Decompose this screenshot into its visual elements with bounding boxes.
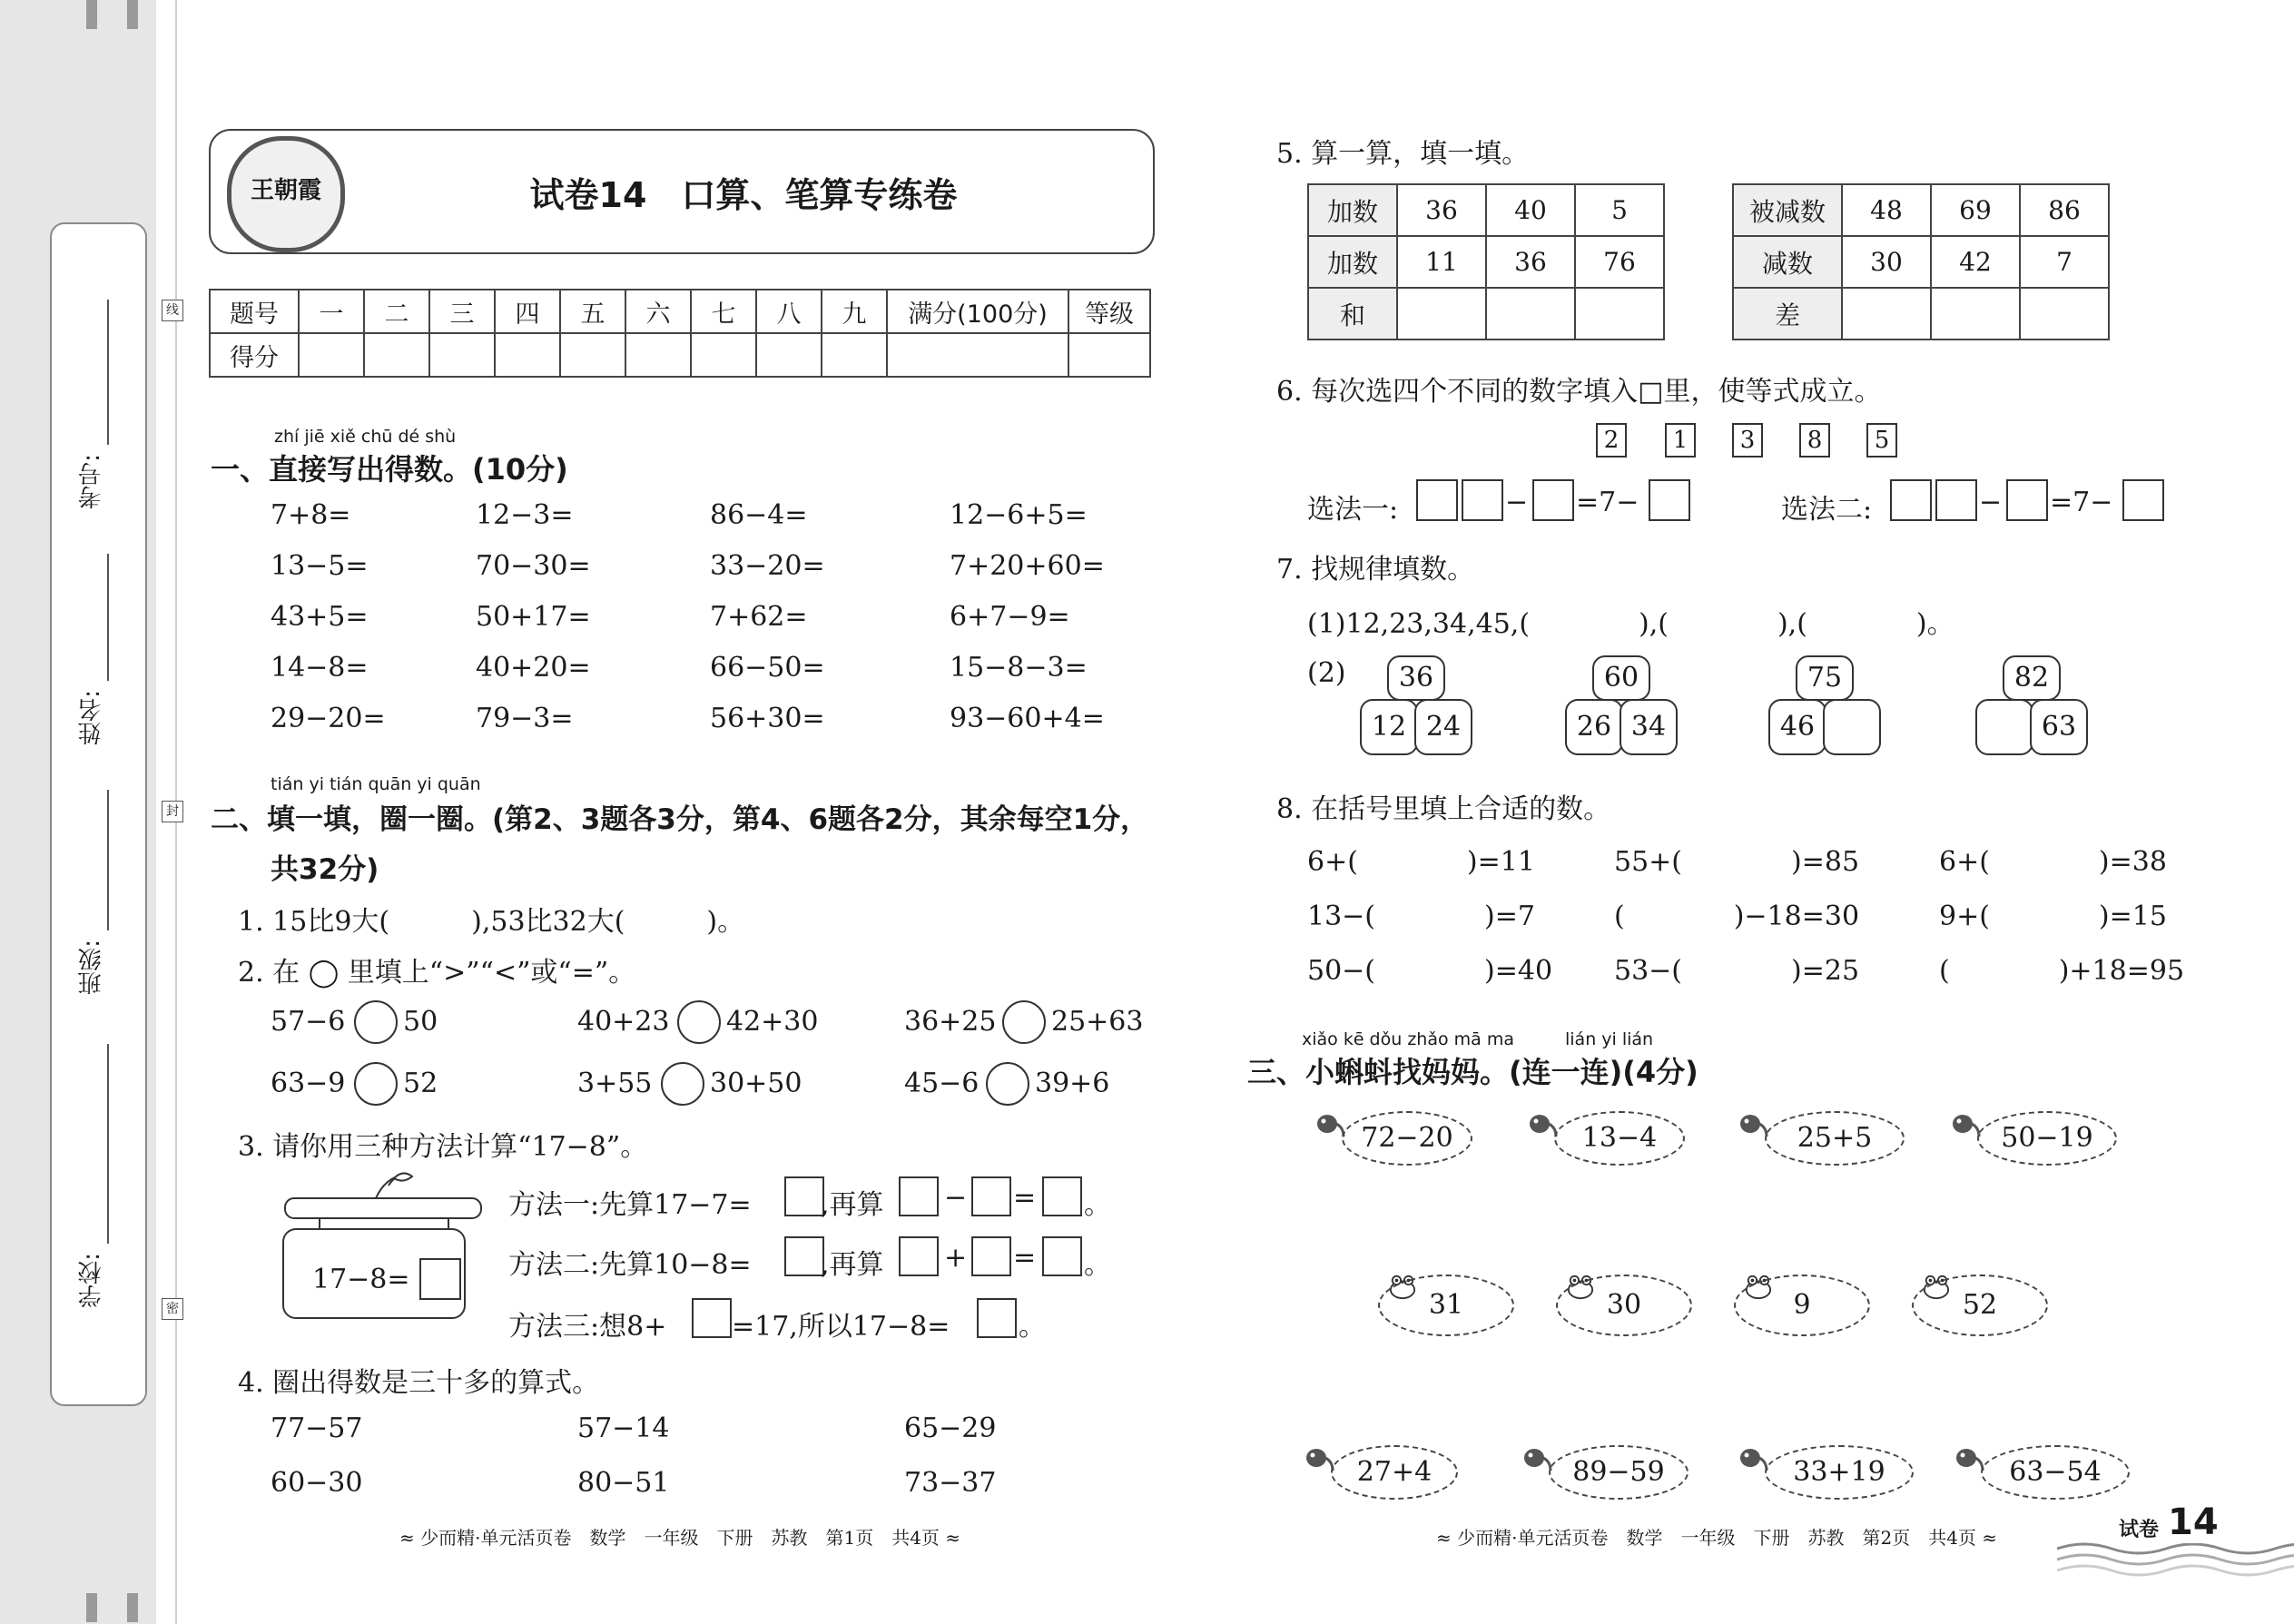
answer-box[interactable] [1890, 479, 1932, 521]
registration-mark [86, 0, 97, 29]
fill-expression[interactable]: 6+( )=11 [1307, 846, 1535, 878]
registration-mark [86, 1593, 97, 1622]
fill-expression[interactable]: 55+( )=85 [1614, 846, 1860, 878]
school-field-line[interactable] [107, 1044, 109, 1244]
method2-text: 方法二:先算10−8= [508, 1249, 752, 1281]
score-header: 等级 [1068, 290, 1150, 333]
compare-circle[interactable] [354, 1000, 398, 1044]
table-cell: 48 [1842, 184, 1931, 236]
score-cell[interactable] [299, 333, 364, 377]
compare-left: 3+55 [577, 1068, 653, 1099]
student-info-box [50, 222, 147, 1406]
tadpole-icon [1738, 1111, 1768, 1138]
score-header: 八 [756, 290, 822, 333]
expression: 12−6+5= [950, 499, 1088, 531]
pattern-line-1: (1)12,23,34,45,( ),( ),( )。 [1307, 608, 1954, 640]
question-2-1: 1. 15比9大( ),53比32大( )。 [238, 906, 745, 938]
expression: 66−50= [710, 652, 825, 684]
compare-left: 36+25 [904, 1006, 997, 1038]
score-header: 题号 [210, 290, 299, 333]
table-cell: 36 [1486, 236, 1575, 288]
expression: 7+62= [710, 601, 808, 633]
score-cell[interactable] [756, 333, 822, 377]
answer-box[interactable] [1042, 1236, 1082, 1276]
table-cell: 30 [1842, 236, 1931, 288]
method3-text-b: =17,所以17−8= [732, 1311, 950, 1343]
signboard-text: 17−8= [312, 1264, 410, 1295]
score-cell[interactable] [822, 333, 887, 377]
compare-circle[interactable] [354, 1062, 398, 1106]
puzzle-answer[interactable] [1823, 699, 1881, 755]
circle-expression[interactable]: 57−14 [577, 1412, 670, 1444]
exam-number-label: 考号: [78, 454, 105, 509]
answer-box[interactable] [1462, 479, 1503, 521]
page-badge-number: 14 [2164, 1501, 2222, 1543]
expression: 12−3= [476, 499, 574, 531]
answer-box[interactable] [419, 1258, 461, 1300]
equals-text: =7− [1576, 487, 1639, 518]
footer-left: ≈ 少而精·单元活页卷 数学 一年级 下册 苏教 第1页 共4页 ≈ [399, 1527, 961, 1549]
publisher-logo [227, 136, 345, 252]
option2-label: 选法二: [1781, 494, 1873, 526]
score-header: 三 [429, 290, 495, 333]
score-cell[interactable] [364, 333, 429, 377]
tadpole-icon [1950, 1111, 1981, 1138]
fill-expression[interactable]: 50−( )=40 [1307, 955, 1553, 987]
score-header: 九 [822, 290, 887, 333]
answer-cell[interactable] [2020, 288, 2109, 340]
exam-number-line[interactable] [107, 300, 109, 445]
table-label: 加数 [1308, 184, 1397, 236]
compare-left: 57−6 [271, 1006, 346, 1038]
answer-box[interactable] [1935, 479, 1977, 521]
compare-left: 63−9 [271, 1068, 346, 1099]
digit-card: 3 [1732, 423, 1763, 458]
table-cell: 42 [1931, 236, 2020, 288]
minus-sign: − [1505, 487, 1529, 518]
puzzle-right: 63 [2030, 699, 2088, 755]
question-7: 7. 找规律填数。 [1276, 554, 1475, 586]
expression: 56+30= [710, 703, 825, 734]
tadpole-expression[interactable]: 13−4 [1554, 1111, 1685, 1166]
name-field-label: 姓名: [78, 690, 105, 745]
tadpole-icon [1521, 1445, 1552, 1472]
registration-mark [127, 0, 138, 29]
circle-expression[interactable]: 60−30 [271, 1467, 363, 1499]
pattern-label-2: (2) [1307, 657, 1346, 689]
score-header: 六 [625, 290, 691, 333]
registration-mark [127, 1593, 138, 1622]
table-cell: 11 [1397, 236, 1486, 288]
tadpole-icon [1314, 1111, 1345, 1138]
cut-label: 封 [162, 801, 183, 822]
question-5: 5. 算一算，填一填。 [1276, 138, 1530, 170]
puzzle-top: 75 [1796, 655, 1854, 701]
class-field-label: 班级: [78, 940, 105, 995]
table-cell: 86 [2020, 184, 2109, 236]
page-title: 试卷14 口算、笔算专练卷 [529, 175, 958, 215]
answer-box[interactable] [971, 1176, 1011, 1216]
answer-cell[interactable] [1931, 288, 2020, 340]
minus-sign: − [1979, 487, 2003, 518]
section2-pinyin: tián yi tián quān yi quān [271, 774, 481, 794]
school-field-label: 学校: [78, 1253, 105, 1308]
tadpole-expression[interactable]: 25+5 [1765, 1111, 1905, 1166]
method2-text-b: ,再算 [821, 1249, 884, 1281]
expression: 93−60+4= [950, 703, 1105, 734]
puzzle-top: 82 [2003, 655, 2061, 701]
section3-pinyin: xiǎo kē dǒu zhǎo mā ma [1302, 1029, 1514, 1049]
frog-number[interactable]: 31 [1378, 1275, 1514, 1336]
table-label: 和 [1308, 288, 1397, 340]
tadpole-icon [1954, 1445, 1984, 1472]
section3-pinyin-2: lián yi lián [1565, 1029, 1654, 1049]
question-2-4: 4. 圈出得数是三十多的算式。 [238, 1367, 600, 1399]
question-2-3: 3. 请你用三种方法计算“17−8”。 [238, 1131, 648, 1163]
section2-title-cont: 共32分) [271, 853, 379, 886]
fill-expression[interactable]: 53−( )=25 [1614, 955, 1860, 987]
cut-label: 线 [162, 300, 183, 321]
answer-cell[interactable] [1397, 288, 1486, 340]
section3-title: 三、小蝌蚪找妈妈。(连一连)(4分) [1247, 1055, 1698, 1089]
addition-table [1307, 183, 1665, 340]
puzzle-top: 60 [1592, 655, 1650, 701]
expression: 86−4= [710, 499, 808, 531]
circle-expression[interactable]: 65−29 [904, 1412, 997, 1444]
method1-text: 方法一:先算17−7= [508, 1189, 752, 1221]
fill-expression[interactable]: ( )+18=95 [1939, 955, 2185, 987]
compare-circle[interactable] [986, 1062, 1029, 1106]
tadpole-expression[interactable]: 72−20 [1342, 1111, 1472, 1166]
answer-box[interactable] [1042, 1176, 1082, 1216]
answer-box[interactable] [1416, 479, 1458, 521]
table-label: 被减数 [1733, 184, 1842, 236]
expression: 13−5= [271, 550, 369, 582]
score-row-label: 得分 [210, 333, 299, 377]
score-cell[interactable] [495, 333, 560, 377]
fill-expression[interactable]: 6+( )=38 [1939, 846, 2167, 878]
expression: 14−8= [271, 652, 369, 684]
score-cell[interactable] [887, 333, 1068, 377]
answer-box[interactable] [2122, 479, 2164, 521]
tadpole-expression[interactable]: 33+19 [1765, 1445, 1914, 1500]
table-label: 差 [1733, 288, 1842, 340]
cut-label: 密 [162, 1298, 183, 1320]
expression: 7+20+60= [950, 550, 1105, 582]
table-cell: 40 [1486, 184, 1575, 236]
expression: 29−20= [271, 703, 386, 734]
table-cell: 7 [2020, 236, 2109, 288]
score-cell[interactable] [560, 333, 625, 377]
equals-text: =7− [2050, 487, 2113, 518]
frog-number[interactable]: 52 [1912, 1275, 2048, 1336]
answer-box[interactable] [1532, 479, 1574, 521]
expression: 79−3= [476, 703, 574, 734]
question-2-2: 2. 在 ◯ 里填上“>”“<”或“=”。 [238, 957, 636, 989]
puzzle-left: 26 [1565, 699, 1623, 755]
expression: 6+7−9= [950, 601, 1070, 633]
question-6: 6. 每次选四个不同的数字填入□里，使等式成立。 [1276, 376, 1882, 408]
fill-expression[interactable]: ( )−18=30 [1614, 901, 1860, 932]
score-table [209, 289, 1151, 378]
expression: 40+20= [476, 652, 591, 684]
score-header: 四 [495, 290, 560, 333]
subtraction-table [1732, 183, 2110, 340]
puzzle-answer[interactable] [1975, 699, 2033, 755]
compare-circle[interactable] [677, 1000, 721, 1044]
score-cell[interactable] [691, 333, 756, 377]
section1-pinyin: zhí jiē xiě chū dé shù [274, 427, 457, 447]
score-header: 七 [691, 290, 756, 333]
fill-expression[interactable]: 9+( )=15 [1939, 901, 2167, 932]
compare-left: 45−6 [904, 1068, 980, 1099]
score-header: 五 [560, 290, 625, 333]
table-label: 加数 [1308, 236, 1397, 288]
answer-box[interactable] [1649, 479, 1690, 521]
footer-right: ≈ 少而精·单元活页卷 数学 一年级 下册 苏教 第2页 共4页 ≈ [1436, 1527, 1998, 1549]
digit-card: 2 [1596, 423, 1627, 458]
signboard-illustration [276, 1169, 490, 1324]
logo-text: 王朝霞 [250, 177, 321, 204]
answer-cell[interactable] [1575, 288, 1664, 340]
page-badge-label: 试卷 [2115, 1514, 2162, 1542]
score-header: 二 [364, 290, 429, 333]
compare-circle[interactable] [661, 1062, 704, 1106]
circle-expression[interactable]: 73−37 [904, 1467, 997, 1499]
score-cell[interactable] [429, 333, 495, 377]
table-cell: 5 [1575, 184, 1664, 236]
frog-number[interactable]: 30 [1556, 1275, 1692, 1336]
answer-box[interactable] [784, 1176, 824, 1216]
table-label: 减数 [1733, 236, 1842, 288]
table-cell: 36 [1397, 184, 1486, 236]
table-cell: 76 [1575, 236, 1664, 288]
tadpole-expression[interactable]: 50−19 [1977, 1111, 2117, 1166]
expression: 7+8= [271, 499, 351, 531]
answer-box[interactable] [971, 1236, 1011, 1276]
tadpole-expression[interactable]: 89−59 [1549, 1445, 1689, 1500]
answer-cell[interactable] [1842, 288, 1931, 340]
expression: 70−30= [476, 550, 591, 582]
option1-label: 选法一: [1307, 494, 1399, 526]
answer-box[interactable] [899, 1236, 939, 1276]
digit-card: 5 [1866, 423, 1897, 458]
tadpole-expression[interactable]: 27+4 [1331, 1445, 1458, 1500]
circle-expression[interactable]: 80−51 [577, 1467, 670, 1499]
table-cell: 69 [1931, 184, 2020, 236]
compare-circle[interactable] [1002, 1000, 1046, 1044]
answer-box[interactable] [2006, 479, 2048, 521]
score-cell[interactable] [1068, 333, 1150, 377]
method3-text: 方法三:想8+ [508, 1311, 667, 1343]
question-8: 8. 在括号里填上合适的数。 [1276, 793, 1611, 825]
section2-title: 二、填一填，圈一圈。(第2、3题各3分，第4、6题各2分，其余每空1分， [211, 803, 1149, 836]
answer-box[interactable] [977, 1298, 1017, 1338]
fill-expression[interactable]: 13−( )=7 [1307, 901, 1535, 932]
digit-card: 1 [1665, 423, 1696, 458]
compare-right: 50 [403, 1006, 438, 1038]
name-field-line[interactable] [107, 554, 109, 681]
puzzle-right: 34 [1620, 699, 1678, 755]
tadpole-icon [1527, 1111, 1558, 1138]
compare-right: 25+63 [1051, 1006, 1144, 1038]
compare-right: 30+50 [710, 1068, 802, 1099]
puzzle-left: 12 [1360, 699, 1418, 755]
method1-text-b: ,再算 [821, 1189, 884, 1221]
expression: 50+17= [476, 601, 591, 633]
puzzle-left: 46 [1768, 699, 1826, 755]
answer-cell[interactable] [1486, 288, 1575, 340]
section1-title: 一、直接写出得数。(10分) [211, 452, 568, 487]
compare-right: 42+30 [726, 1006, 819, 1038]
answer-box[interactable] [899, 1176, 939, 1216]
puzzle-right: 24 [1414, 699, 1472, 755]
class-field-line[interactable] [107, 790, 109, 930]
puzzle-top: 36 [1387, 655, 1445, 701]
tadpole-expression[interactable]: 63−54 [1981, 1445, 2130, 1500]
answer-box[interactable] [784, 1236, 824, 1276]
circle-expression[interactable]: 77−57 [271, 1412, 363, 1444]
score-header: 一 [299, 290, 364, 333]
compare-right: 52 [403, 1068, 438, 1099]
compare-right: 39+6 [1035, 1068, 1110, 1099]
score-cell[interactable] [625, 333, 691, 377]
answer-box[interactable] [692, 1298, 732, 1338]
tadpole-icon [1738, 1445, 1768, 1472]
expression: 33−20= [710, 550, 825, 582]
score-header: 满分(100分) [887, 290, 1068, 333]
tadpole-icon [1304, 1445, 1334, 1472]
expression: 15−8−3= [950, 652, 1088, 684]
digit-card: 8 [1799, 423, 1830, 458]
expression: 43+5= [271, 601, 369, 633]
compare-left: 40+23 [577, 1006, 670, 1038]
frog-number[interactable]: 9 [1734, 1275, 1870, 1336]
